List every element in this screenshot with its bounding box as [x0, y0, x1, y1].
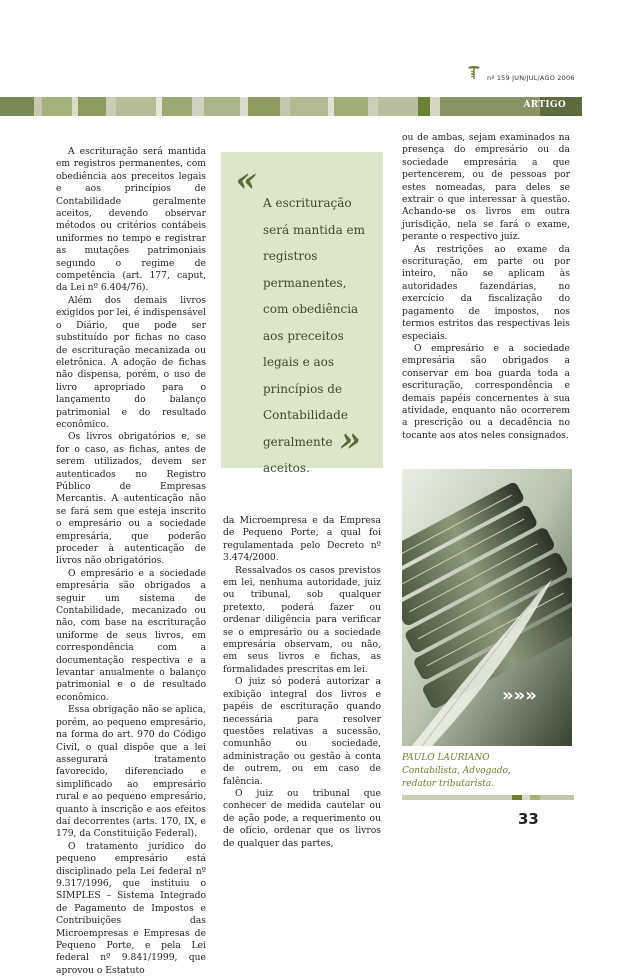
books-feather-photo — [402, 469, 572, 746]
section-label: ARTIGO — [523, 100, 566, 110]
article-column-1 — [56, 146, 206, 977]
article-column-2 — [223, 515, 381, 850]
author-block — [402, 752, 511, 791]
paragraph: Essa obrigação não se aplica, porém, ao pequeno empresário, na forma do art. 970 do Código Civil, o qual dispõe que a lei assegurará tratamento favorecido, diferenciado e simplificado ao empresário rural e ao pequeno empresário, quanto à inscrição e aos efeitos daí decorrentes (arts. 170, IX, e 179, da Constituição Federal). — [56, 704, 206, 840]
author-role: redator tributarista. — [402, 779, 494, 789]
quote-close-icon: » — [334, 420, 367, 460]
paragraph: A escrituração será mantida em registros permanentes, com obediência aos preceitos legais e aos princípios de Contabilidade geralmente aceitos, devendo observar métodos ou critérios contábeis uniformes no tempo e registrar as mutações patrimoniais segundo o regime de competência (art. 177, caput, da Lei nº 6.404/76). — [56, 146, 206, 294]
paragraph: Além dos demais livros exigidos por lei, é indispensável o Diário, que pode ser substituído por fichas no caso de escrituração mecanizada ou eletrônica. A adoção de fichas não dispensa, porém, o uso de livro apropriado para o lançamento do balanço patrimonial e do resultado econômico. — [56, 294, 206, 430]
caduceus-logo-icon — [466, 64, 482, 80]
author-divider — [402, 795, 574, 800]
paragraph: O empresário e a sociedade empresária são obrigados a seguir um sistema de Contabilidade, mecanizado ou não, com base na escrituração uniforme de seus livros, em correspondência com a documentação respectiva e a levantar anualmente o balanço patrimonial e o de resultado econômico. — [56, 567, 206, 703]
issue-label: nº 159 JUN/JUL/AGO 2006 — [487, 74, 575, 82]
paragraph: O juiz ou tribunal que conhecer de medida cautelar ou de ação pode, a requerimento ou de ofício, ordenar que os livros de qualquer das partes, — [223, 787, 381, 849]
author-role: Contabilista, Advogado, — [402, 766, 511, 776]
paragraph: As restrições ao exame da escrituração, em parte ou por inteiro, não se aplicam às autoridades fazendárias, no exercício da fiscalização do pagamento de impostos, nos termos estritos das respectivas leis especiais. — [402, 243, 570, 342]
paragraph: Ressalvados os casos previstos em lei, nenhuma autoridade, juiz ou tribunal, sob qualquer pretexto, poderá fazer ou ordenar diligência para verificar se o empresário ou a sociedade empresária observam, ou não, em seus livros e fichas, as formalidades prescritas em lei. — [223, 564, 381, 675]
paragraph: O tratamento jurídico do pequeno empresário está disciplinado pela Lei federal nº 9.317/1996, que instituiu o SIMPLES – Sistema Integrado de Pagamento de Impostos e Contribuições das Microempresas e Empresas de Pequeno Porte, e pela Lei federal nº 9.841/1999, que aprovou o Estatuto — [56, 840, 206, 976]
chevrons-icon: »»» — [502, 685, 537, 706]
article-column-3 — [402, 132, 570, 442]
paragraph: Os livros obrigatórios e, se for o caso, as fichas, antes de serem utilizados, devem ser autenticados no Registro Público de Empresas Mercantis. A autenticação não se fará sem que esteja inscrito o empresário ou a sociedade empresária, que poderão proceder à autenticação de livros não obrigatórios. — [56, 431, 206, 567]
page-number: 33 — [518, 810, 539, 828]
paragraph: O juiz só poderá autorizar a exibição integral dos livros e papéis de escrituração quando necessária para resolver questões relativas a sucessão, comunhão ou sociedade, administração ou gestão à conta de outrem, ou em caso de falência. — [223, 676, 381, 787]
paragraph: O empresário e a sociedade empresária são obrigados a conservar em boa guarda toda a escrituração, correspondência e demais papéis concernentes à sua atividade, enquanto não ocorrerem a prescrição ou a decadência no tocante aos atos neles consignados. — [402, 342, 570, 441]
paragraph: ou de ambas, sejam examinados na presença do empresário ou da sociedade empresária a que pertencerem, ou de pessoas por estes nomeadas, para deles se extrair o que interessar à questão. Achando-se os livros em outra jurisdição, nela se fará o exame, perante o respectivo juiz. — [402, 132, 570, 243]
paragraph: da Microempresa e da Empresa de Pequeno Porte, a qual foi regulamentada pelo Decreto nº 3.474/2000. — [223, 515, 381, 564]
quote-open-icon: « — [230, 160, 263, 200]
author-name: PAULO LAURIANO — [402, 753, 490, 763]
pull-quote: A escrituração será mantida em registros permanentes, com obediência aos preceitos legais e aos princípios de Contabilidade geralmente aceitos. — [263, 196, 366, 475]
